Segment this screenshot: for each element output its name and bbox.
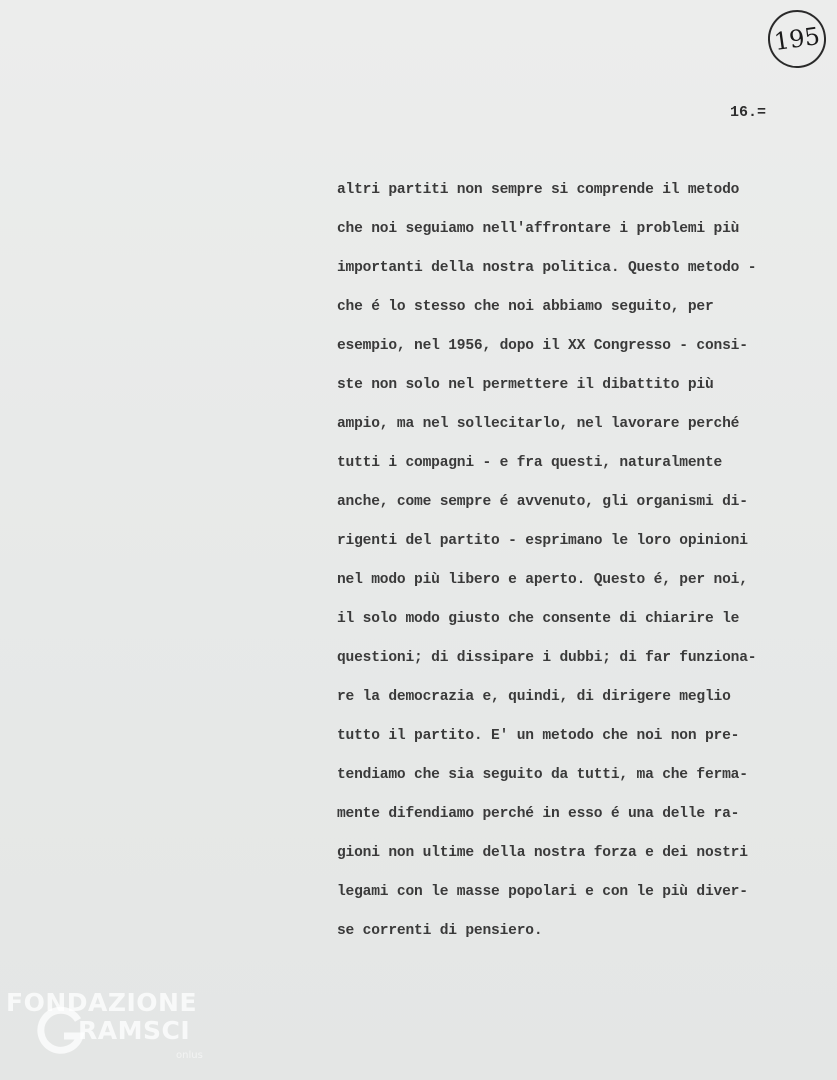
fondazione-gramsci-logo [6,988,226,1078]
typewritten-body [337,180,817,960]
text-line: ampio, ma nel sollecitarlo, nel lavorare perché [337,416,740,432]
text-line: gioni non ultime della nostra forza e dei nostri [337,845,748,861]
logo-line-2: RAMSCI [78,1016,191,1045]
text-line: mente difendiamo perché in esso é una delle ra- [337,806,740,822]
text-line: ste non solo nel permettere il dibattito più [337,377,714,393]
text-line: anche, come sempre é avvenuto, gli organismi di- [337,494,748,510]
page-number: 16.= [730,104,767,121]
text-line: importanti della nostra politica. Questo metodo - [337,260,757,276]
text-line: legami con le masse popolari e con le più diver- [337,884,748,900]
archive-stamp [764,6,830,72]
text-line: re la democrazia e, quindi, di dirigere meglio [337,689,731,705]
archive-stamp-number: 195 [772,21,822,57]
text-line: tendiamo che sia seguito da tutti, ma che ferma- [337,767,748,783]
text-line: questioni; di dissipare i dubbi; di far funziona- [337,650,757,666]
text-line: altri partiti non sempre si comprende il metodo [337,182,740,198]
logo-line-1: FONDAZIONE [6,988,198,1017]
text-line: il solo modo giusto che consente di chiarire le [337,611,740,627]
logo-suffix: onlus [176,1050,203,1061]
text-line: nel modo più libero e aperto. Questo é, per noi, [337,572,748,588]
text-line: che noi seguiamo nell'affrontare i problemi più [337,221,740,237]
text-line: esempio, nel 1956, dopo il XX Congresso - consi- [337,338,748,354]
text-line: rigenti del partito - esprimano le loro opinioni [337,533,748,549]
text-line: tutto il partito. E' un metodo che noi non pre- [337,728,740,744]
text-line: che é lo stesso che noi abbiamo seguito, per [337,299,714,315]
text-line: se correnti di pensiero. [337,923,543,939]
text-line: tutti i compagni - e fra questi, naturalmente [337,455,723,471]
